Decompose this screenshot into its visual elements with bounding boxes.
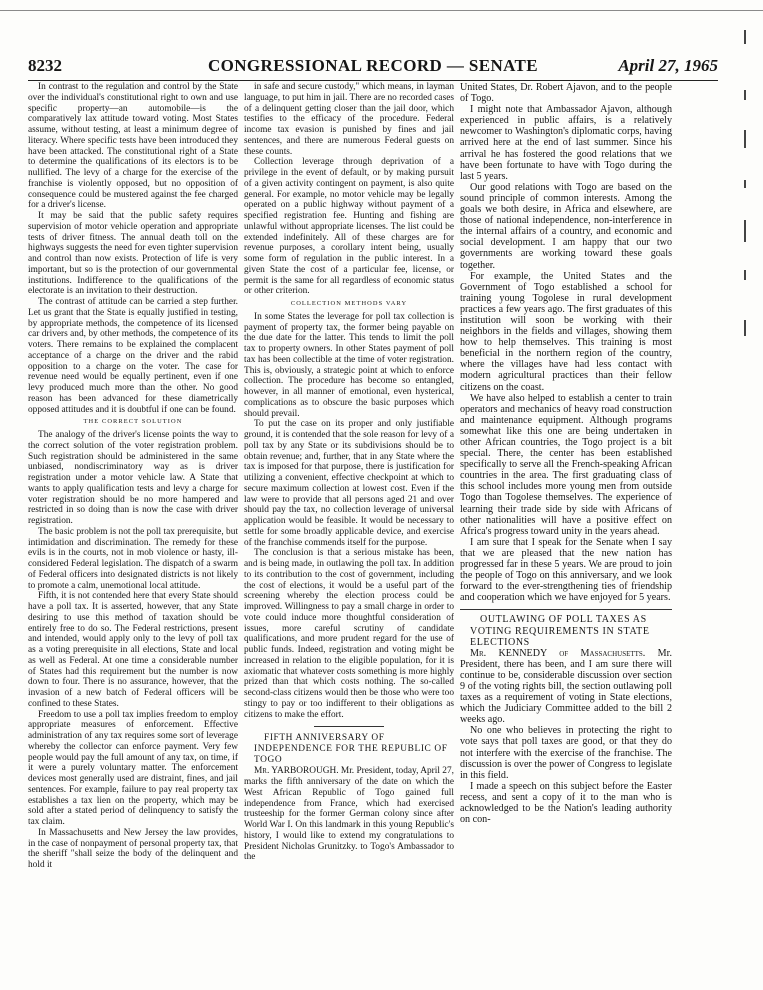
paragraph: The basic problem is not the poll tax prerequisite, but intimidation and discrimination. The remedy for these evils is in the courts, not in mob violence or hasty, ill-considered Federal legislation. The dispatch of a swarm of Federal officers into designated districts is not likely to promote a calm, unemotional local attitude. xyxy=(28,526,238,591)
paragraph: To put the case on its proper and only justifiable ground, it is contended that the sole reason for levy of a poll tax by any State or its subdivisions should be to obtain revenue; and, further, that in any State where the tax is imposed for that purpose, there is justification for utilizing a convenient, effective checkpoint at which to secure maximum collection at lowest cost. Even if the law were to provide that all persons aged 21 and over should pay the tax, no collection leverage of universal application would be feasible. It would be necessary to settle for some broadly applicable device, and exercise of the franchise commends itself for the purpose. xyxy=(244,419,454,548)
paragraph: No one who believes in protecting the right to vote says that poll taxes are good, or that they do not interfere with the exercise of the franchise. The discussion is over the power of Congress to legislate in this field. xyxy=(460,725,672,781)
scan-mark xyxy=(744,270,746,280)
scan-mark xyxy=(744,180,746,188)
page-header xyxy=(28,56,718,78)
paragraph-text: Mr. President, there has been, and I am sure there will continue to be, considerable discussion over section 9 of the voting rights bill, the section outlawing poll taxes as a requirement of voting in State elections, which the Judiciary Committee added to the bill 2 weeks ago. xyxy=(460,647,672,726)
section-heading: OUTLAWING OF POLL TAXES AS VOTING REQUIREMENTS IN STATE ELECTIONS xyxy=(470,614,650,648)
paragraph: I made a speech on this subject before the Easter recess, and sent a copy of it to the man who is acknowledged to be the Nation's leading authority on con- xyxy=(460,780,672,826)
subheading: THE CORRECT SOLUTION xyxy=(83,418,183,426)
paragraph: The analogy of the driver's license points the way to the correct solution of the voter registration problem. Such registration should be administered in the same unbiased, nondiscriminatory way as is driver registration under a motor vehicle law. A State that wants to apply qualification tests and levy a charge for voter registration should be no more hampered and restricted in so doing than is now the case with driver registration. xyxy=(28,430,238,526)
paragraph: The conclusion is that a serious mistake has been, and is being made, in outlawing the poll tax. In addition to its contribution to the cost of government, including the cost of elections, it would be a useful part of the screening whereby the election process could be improved. Willingness to pay a small charge in order to vote could induce more thoughtful consideration of issues, more careful scrutiny of candidate qualifications, and more prudent regard for the use of public funds. Indeed, registration and voting might be increased in relation to the eligible population, for it is axiomatic that whatever costs something is more highly prized than that which costs nothing. The so-called second-class citizens would then be those who were too stingy to pay or too indifferent to their obligations as citizens to make the effort. xyxy=(244,548,454,720)
paragraph: In Massachusetts and New Jersey the law provides, in the case of nonpayment of personal property tax, that the sheriff "shall seize the body of the delinquent and hold it xyxy=(28,827,238,870)
paragraph: in safe and secure custody," which means, in layman language, to put him in jail. There are no recorded cases of a delinquent getting closer than the jail door, which testifies to the efficacy of the procedure. Federal income tax evasion is punished by fines and jail sentences, and there are numerous Federal guests on these counts. xyxy=(244,82,454,157)
paragraph: The contrast of attitude can be carried a step further. Let us grant that the State is equally justified in testing, by appropriate methods, the competence of its licensed car drivers and, by other methods, the competence of its voters. There remains to be explained the complacent acceptance of a charge on the driver and the rabid opposition to a charge on the voter. The case for revenue need would be equally pertinent, even if one levy produced much more than the other. No good reason has been advanced for these diametrically opposed attitudes and it is doubtful if one can be found. xyxy=(28,297,238,415)
subheading: COLLECTION METHODS VARY xyxy=(290,300,408,307)
paragraph: We have also helped to establish a center to train operators and mechanics of heavy road construction and maintenance equipment. Although programs somewhat like this one are being undertaken in other African countries, the Togo project is a bit special. There, the center has been established specifically to serve all the French-speaking African countries in the area. The first graduating class of this school includes more young men from outside Togo than Togolese themselves. The experience of learning their trade side by side with Africans of other nationalities will have a positive effect on Africa's progress toward unity in the years ahead. xyxy=(460,392,672,537)
publication-title: CONGRESSIONAL RECORD — SENATE xyxy=(207,56,539,75)
section-divider xyxy=(460,609,672,610)
issue-date: April 27, 1965 xyxy=(618,56,718,75)
column-1 xyxy=(28,82,238,871)
paragraph: I am sure that I speak for the Senate when I say that we are pleased that the new nation has progressed far in these 5 years. We are proud to join the people of Togo on this anniversary, and we look forward to the ever-strengthening ties of friendship and cooperation which we have enjoyed for 5 years. xyxy=(460,536,672,604)
paragraph: For example, the United States and the Government of Togo established a school for training young Togolese in rural development practices a few years ago. The first graduates of this institution will soon be working with their neighbors in the fields and villages, showing them how to help themselves. This training is most beneficial in the northern region of the country, where the villages have had less contact with modern agricultural practices than their fellow citizens on the coast. xyxy=(460,270,672,393)
paragraph: Freedom to use a poll tax implies freedom to employ appropriate measures of enforcement. Effective administration of any tax requires some sort of leverage whereby the collector can enforce payment. Very few people would pay the full amount of any tax, on time, if it were a purely voluntary matter. The enforcement devices most generally used are distraint, fines, and jail sentences. For example, failure to pay real property tax establishes a tax lien on the property, which may be sold after a stated period of delinquency to satisfy the tax claim. xyxy=(28,709,238,827)
scan-mark xyxy=(744,320,746,336)
paragraph: Collection leverage through deprivation of a privilege in the event of default, or by making pursuit of a given activity contingent on payment, is also quite general. For example, no motor vehicle may be legally operated on a public highway without payment of a specified registration fee. Hunting and fishing are unlawful without appropriate licenses. The list could be extended indefinitely. All of these charges are for revenue purposes, a corollary intent being, usually some form of regulation in the public interest. In a given State the cost of a particular fee, license, or permit is the same for all regardless of economic status or other criterion. xyxy=(244,157,454,297)
scan-mark xyxy=(744,130,746,148)
speaker-name: Mr. KENNEDY of Massachusetts. xyxy=(470,647,646,659)
scan-mark xyxy=(744,90,746,100)
column-2 xyxy=(244,82,454,863)
paragraph xyxy=(460,648,672,726)
page-number: 8232 xyxy=(28,56,62,75)
paragraph: United States, Dr. Robert Ajavon, and to the people of Togo. xyxy=(460,82,672,105)
scan-top-line xyxy=(0,10,763,11)
paragraph: I might note that Ambassador Ajavon, although experienced in public affairs, is a relatively newcomer to Washington's diplomatic corps, having arrived here at the end of last summer. Since his arrival he has fostered the good relations that we have been fortunate to have with Togo during the last 5 years. xyxy=(460,104,672,182)
paragraph xyxy=(244,766,454,863)
paragraph: It may be said that the public safety requires supervision of motor vehicle operation and appropriate tests of driver fitness. The annual death toll on the highways suggests the need for even tighter supervision and control than now exists. Protection of life is very important, but so is the protection of our governmental institutions. Indifference to the qualifications of the electorate is an invitation to their destruction. xyxy=(28,211,238,297)
paragraph-text: Mr. President, today, April 27, marks the fifth anniversary of the date on which the West African Republic of Togo gained full independence from France, which had exercised trusteeship for the former German colony since after World War I. On this landmark in this young Republic's history, I would like to extend my congratulations to President Nicholas Grunitzky. to Togo's Ambassador to the xyxy=(244,766,454,863)
section-heading: FIFTH ANNIVERSARY OF INDEPENDENCE FOR THE REPUBLIC OF TOGO xyxy=(254,733,448,766)
paragraph: In some States the leverage for poll tax collection is payment of property tax, the former being payable on the due date for the latter. This tends to limit the poll tax to property owners. In other States payment of poll tax has been collectible at the time of voter registration. This is, obviously, a strategic point at which to enforce collection. The procedure has become so entangled, however, in all manner of emotional, even hysterical, complications as to obscure the basic purposes which should prevail. xyxy=(244,311,454,419)
paragraph: Our good relations with Togo are based on the sound principle of common interests. Among the goals we both desire, in Africa and elsewhere, are those of national independence, non-interference in the internal affairs of a country, and economic and social development. I am happy that our two governments are working toward these goals together. xyxy=(460,181,672,271)
scan-mark xyxy=(744,30,746,44)
scan-mark xyxy=(744,220,746,242)
paragraph: Fifth, it is not contended here that every State should have a poll tax. It is asserted, however, that any State desiring to use this method of taxation should be entirely free to do so. The Federal restrictions, present and intended, would apply only to the levy of poll tax as a voting prerequisite in all elections, State and local as well as Federal. At one time a considerable number of States had this requirement but the number is now down to four. There is no assurance, however, that the invasion of a new batch of Federal officers will be confined to these States. xyxy=(28,591,238,709)
scan-margin-marks xyxy=(736,20,756,350)
header-rule xyxy=(28,80,718,81)
paragraph: In contrast to the regulation and control by the State over the individual's constitutional right to own and use specific property—an automobile—is the comparatively lax attitude toward voting. Most States assume, without testing, at least a minimum degree of literacy. Where specific tests have been introduced they have been attacked. The constitutional right of a State to determine the qualifications of its electors is to be nullified. The levy of a charge for the exercise of the franchise is violently opposed, but no opposition of consequence could be mustered against the fee charged for a driver's license. xyxy=(28,82,238,211)
column-3 xyxy=(460,82,672,825)
speaker-name: Mr. YARBOROUGH. xyxy=(254,766,339,777)
section-divider xyxy=(314,726,384,727)
